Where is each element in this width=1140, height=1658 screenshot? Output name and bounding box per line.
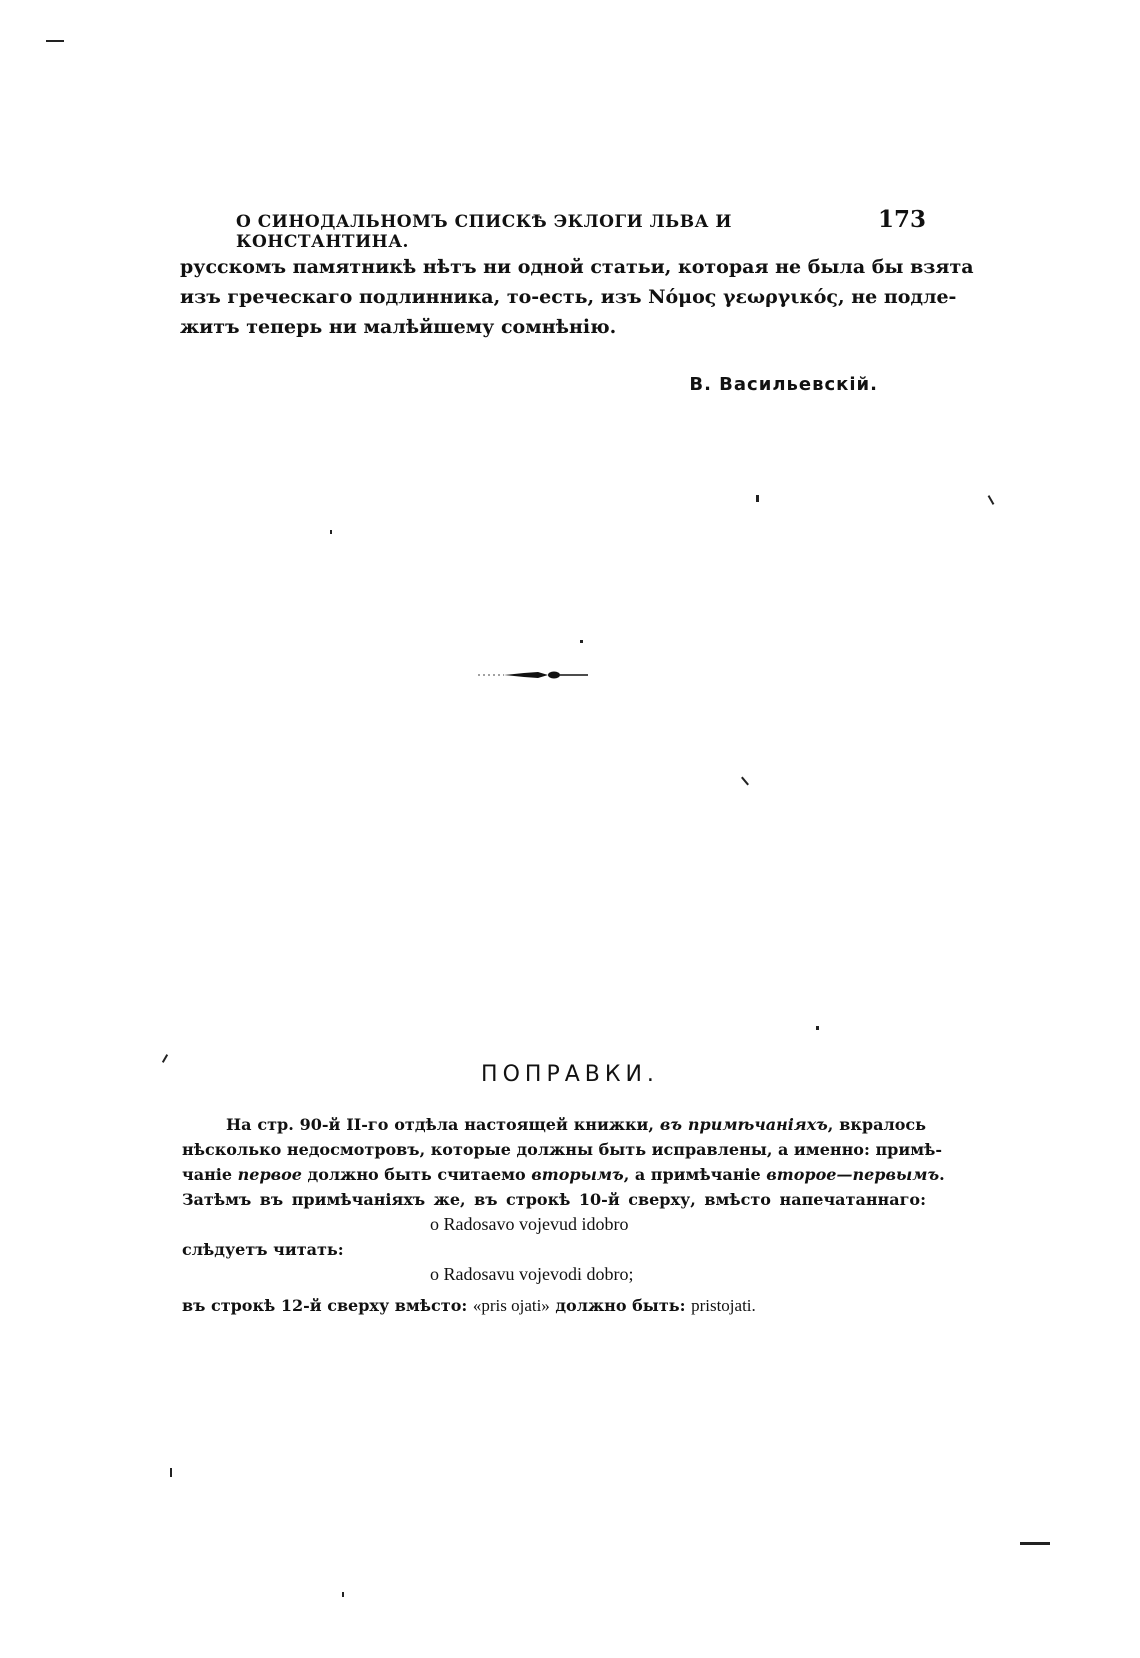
text-run: должно быть считаемо [301,1165,532,1184]
italic-run: въ примѣчаніяхъ [659,1115,828,1134]
scan-speck [988,495,995,505]
text-run: На стр. 90-й II-го отдѣла настоящей книжки, [226,1115,660,1134]
scan-speck [330,530,332,534]
corrections-line: нѣсколько недосмотровъ, которые должны быть исправлены, а именно: примѣ- [182,1140,942,1159]
scan-speck [162,1054,168,1063]
body-paragraph [180,252,974,342]
corrections-line: Затѣмъ въ примѣчаніяхъ же, въ строкѣ 10-й сверху, вмѣсто напечатаннаго: [182,1190,926,1209]
body-line: житъ теперь ни малѣйшему сомнѣнію. [180,316,617,338]
misprint-inline: «pris ojati» [472,1296,550,1315]
scan-speck [342,1592,344,1597]
corrections-line [182,1293,926,1318]
page-number: 173 [877,206,926,233]
text-run: чаніе [182,1165,238,1184]
text-run: . [939,1165,945,1184]
italic-run: вторымъ [531,1165,624,1184]
scan-speck [756,495,759,502]
scan-speck [741,777,749,786]
scan-speck [580,640,583,643]
correct-quote: o Radosavu vojevodi dobro; [430,1264,634,1284]
section-heading: ПОПРАВКИ. [481,1062,659,1087]
corrections-block [182,1112,945,1318]
text-run: , а примѣчаніе [623,1165,767,1184]
corrections-line [182,1162,945,1187]
corrections-line [182,1112,926,1137]
scan-speck [1020,1542,1050,1545]
text-run: должно быть: [549,1296,692,1315]
body-line: изъ греческаго подлинника, то-есть, изъ Νόμος γεωργικός, не подле- [180,286,957,308]
text-run: въ строкѣ 12-й сверху вмѣсто: [182,1296,473,1315]
scan-edge-mark [46,40,64,42]
scan-speck [816,1026,819,1030]
body-line: русскомъ памятникѣ нѣтъ ни одной статьи, которая не была бы взята [180,256,974,278]
italic-run: первое [237,1165,302,1184]
text-run: , вкралось [827,1115,927,1134]
scan-speck [170,1468,172,1477]
running-title: О СИНОДАЛЬНОМЪ СПИСКѢ ЭКЛОГИ ЛЬВА И КОНСТАНТИНА. [236,212,732,252]
corrections-line: слѣдуетъ читать: [182,1240,344,1259]
misprint-quote: o Radosavo vojevud idobro [430,1214,629,1234]
italic-run: второе—первымъ [766,1165,940,1184]
running-head [236,206,926,252]
correct-inline: pristojati. [691,1296,756,1315]
author-signature: В. Васильевскій. [689,374,878,395]
divider-ornament [478,668,588,682]
